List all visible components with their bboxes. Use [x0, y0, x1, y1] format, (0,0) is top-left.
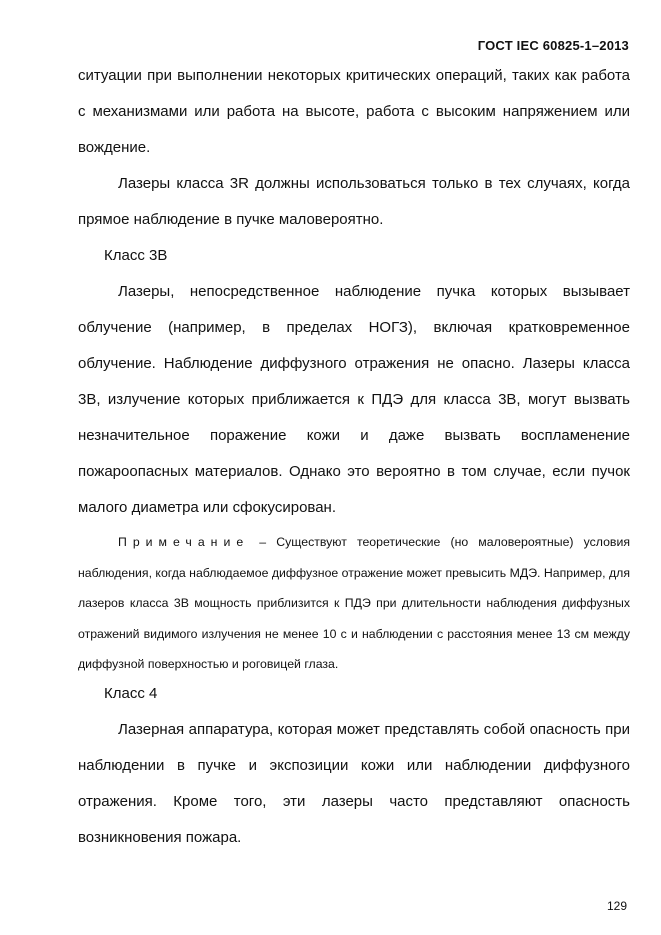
note-label: Примечание	[118, 535, 250, 549]
note-dash: –	[249, 535, 277, 549]
note-text: Существуют теоретические (но маловероятные) условия наблюдения, когда наблюдаемое диффузное отражение может превысить МДЭ. Например, для лазеров класса 3В мощность приблизится к ПДЭ при длительности наблюдения диффузных отражений видимого излучения не менее 10 с и наблюдении с расстояния менее 13 см между диффузной поверхностью и роговицей глаза.	[78, 535, 630, 671]
paragraph-class-3b: Лазеры, непосредственное наблюдение пучка которых вызывает облучение (например, в пределах НОГЗ), включая кратковременное облучение. Наблюдение диффузного отражения не опасно. Лазеры класса 3В, излучение которых приближается к ПДЭ для класса 3В, могут вызвать незначительное поражение кожи и даже вызвать воспламенение пожароопасных материалов. Однако это вероятно в том случае, если пучок малого диаметра или сфокусирован.	[78, 283, 630, 516]
heading-class-4: Класс 4	[104, 685, 158, 702]
note-paragraph	[78, 527, 630, 680]
document-header: ГОСТ IEC 60825-1–2013	[477, 38, 629, 53]
note	[78, 527, 630, 680]
heading-class-3b: Класс 3В	[104, 247, 168, 264]
paragraph-class-3r: Лазеры класса 3R должны использоваться только в тех случаях, когда прямое наблюдение в пучке маловероятно.	[78, 175, 630, 228]
paragraph-class-4: Лазерная аппаратура, которая может представлять собой опасность при наблюдении в пучке и экспозиции кожи или наблюдении диффузного отражения. Кроме того, эти лазеры часто представляют опасность возникновения пожара.	[78, 721, 630, 846]
paragraph-continuation: ситуации при выполнении некоторых критических операций, таких как работа с механизмами или работа на высоте, работа с высоким напряжением или вождение.	[78, 67, 630, 156]
body-top	[78, 58, 630, 526]
page-number: 129	[606, 899, 627, 913]
body-bottom	[78, 676, 630, 856]
